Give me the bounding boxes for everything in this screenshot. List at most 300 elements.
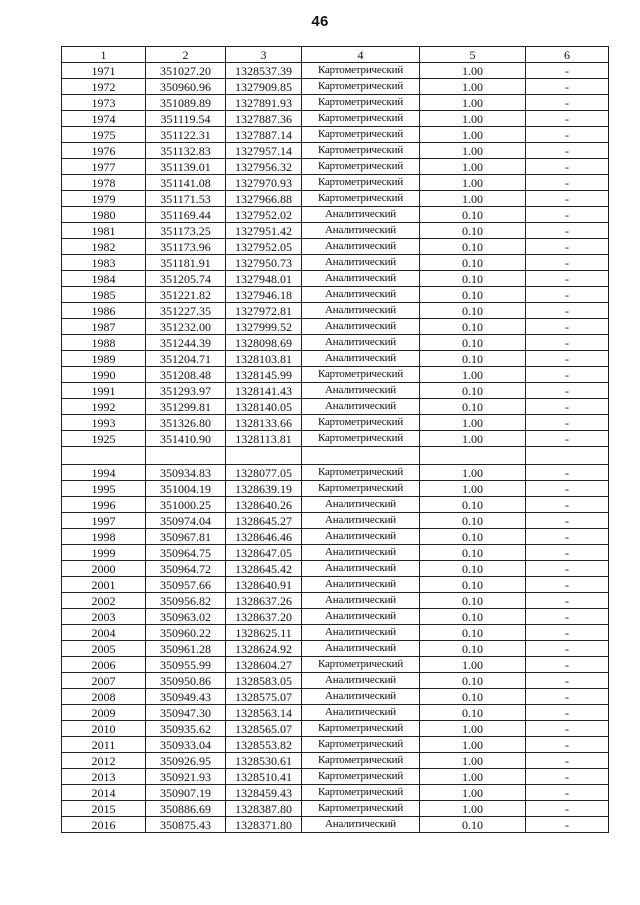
column-header: 2 bbox=[146, 47, 226, 63]
note-cell: - bbox=[526, 79, 609, 95]
note-cell: - bbox=[526, 753, 609, 769]
y-coordinate-cell: 1327952.05 bbox=[226, 239, 302, 255]
point-number-cell: 2005 bbox=[62, 641, 146, 657]
method-cell: Аналитический bbox=[302, 271, 420, 287]
accuracy-cell: 1.00 bbox=[420, 769, 526, 785]
point-number-cell: 1925 bbox=[62, 431, 146, 447]
point-number-cell: 1985 bbox=[62, 287, 146, 303]
y-coordinate-cell: 1327948.01 bbox=[226, 271, 302, 287]
note-cell: - bbox=[526, 481, 609, 497]
y-coordinate-cell: 1328510.41 bbox=[226, 769, 302, 785]
x-coordinate-cell: 350886.69 bbox=[146, 801, 226, 817]
x-coordinate-cell: 350921.93 bbox=[146, 769, 226, 785]
method-cell: Аналитический bbox=[302, 287, 420, 303]
point-number-cell: 1973 bbox=[62, 95, 146, 111]
table-row bbox=[62, 287, 609, 303]
point-number-cell: 2009 bbox=[62, 705, 146, 721]
point-number-cell: 1989 bbox=[62, 351, 146, 367]
method-cell: Аналитический bbox=[302, 673, 420, 689]
x-coordinate-cell: 351169.44 bbox=[146, 207, 226, 223]
method-cell: Картометрический bbox=[302, 63, 420, 79]
coordinates-table bbox=[61, 46, 609, 833]
note-cell: - bbox=[526, 529, 609, 545]
method-cell: Аналитический bbox=[302, 239, 420, 255]
method-cell: Картометрический bbox=[302, 175, 420, 191]
y-coordinate-cell: 1327887.14 bbox=[226, 127, 302, 143]
method-cell: Картометрический bbox=[302, 79, 420, 95]
y-coordinate-cell: 1328133.66 bbox=[226, 415, 302, 431]
method-cell: Картометрический bbox=[302, 801, 420, 817]
method-cell: Аналитический bbox=[302, 207, 420, 223]
x-coordinate-cell: 350926.95 bbox=[146, 753, 226, 769]
accuracy-cell: 1.00 bbox=[420, 95, 526, 111]
y-coordinate-cell: 1327946.18 bbox=[226, 287, 302, 303]
y-coordinate-cell: 1327950.73 bbox=[226, 255, 302, 271]
note-cell: - bbox=[526, 319, 609, 335]
note-cell: - bbox=[526, 593, 609, 609]
x-coordinate-cell: 350933.04 bbox=[146, 737, 226, 753]
accuracy-cell: 1.00 bbox=[420, 127, 526, 143]
note-cell: - bbox=[526, 223, 609, 239]
point-number-cell: 1990 bbox=[62, 367, 146, 383]
column-header: 1 bbox=[62, 47, 146, 63]
method-cell: Картометрический bbox=[302, 481, 420, 497]
x-coordinate-cell: 351132.83 bbox=[146, 143, 226, 159]
method-cell: Аналитический bbox=[302, 513, 420, 529]
y-coordinate-cell: 1328371.80 bbox=[226, 817, 302, 833]
x-coordinate-cell: 351000.25 bbox=[146, 497, 226, 513]
accuracy-cell: 1.00 bbox=[420, 431, 526, 447]
point-number-cell: 2016 bbox=[62, 817, 146, 833]
y-coordinate-cell: 1328537.39 bbox=[226, 63, 302, 79]
accuracy-cell: 0.10 bbox=[420, 207, 526, 223]
note-cell: - bbox=[526, 625, 609, 641]
method-cell: Картометрический bbox=[302, 785, 420, 801]
x-coordinate-cell: 350974.04 bbox=[146, 513, 226, 529]
table-row bbox=[62, 79, 609, 95]
y-coordinate-cell: 1328624.92 bbox=[226, 641, 302, 657]
note-cell: - bbox=[526, 207, 609, 223]
y-coordinate-cell: 1327952.02 bbox=[226, 207, 302, 223]
table-row bbox=[62, 561, 609, 577]
accuracy-cell: 0.10 bbox=[420, 239, 526, 255]
y-coordinate-cell: 1327972.81 bbox=[226, 303, 302, 319]
point-number-cell: 1997 bbox=[62, 513, 146, 529]
note-cell: - bbox=[526, 287, 609, 303]
table-body bbox=[62, 63, 609, 833]
table-row bbox=[62, 673, 609, 689]
y-coordinate-cell: 1328459.43 bbox=[226, 785, 302, 801]
point-number-cell: 1987 bbox=[62, 319, 146, 335]
column-header: 5 bbox=[420, 47, 526, 63]
table-row bbox=[62, 577, 609, 593]
note-cell: - bbox=[526, 577, 609, 593]
method-cell: Аналитический bbox=[302, 255, 420, 271]
note-cell: - bbox=[526, 335, 609, 351]
x-coordinate-cell: 351141.08 bbox=[146, 175, 226, 191]
y-coordinate-cell: 1328637.20 bbox=[226, 609, 302, 625]
table-row bbox=[62, 431, 609, 447]
note-cell: - bbox=[526, 641, 609, 657]
accuracy-cell: 0.10 bbox=[420, 351, 526, 367]
y-coordinate-cell: 1328141.43 bbox=[226, 383, 302, 399]
method-cell: Аналитический bbox=[302, 303, 420, 319]
x-coordinate-cell: 351204.71 bbox=[146, 351, 226, 367]
x-coordinate-cell: 351410.90 bbox=[146, 431, 226, 447]
note-cell: - bbox=[526, 239, 609, 255]
x-coordinate-cell: 351173.25 bbox=[146, 223, 226, 239]
method-cell: Картометрический bbox=[302, 737, 420, 753]
method-cell: Картометрический bbox=[302, 159, 420, 175]
table-row bbox=[62, 159, 609, 175]
note-cell: - bbox=[526, 609, 609, 625]
x-coordinate-cell: 350955.99 bbox=[146, 657, 226, 673]
method-cell: Картометрический bbox=[302, 191, 420, 207]
y-coordinate-cell: 1328640.91 bbox=[226, 577, 302, 593]
note-cell: - bbox=[526, 191, 609, 207]
table-row bbox=[62, 415, 609, 431]
page-number: 46 bbox=[311, 13, 329, 30]
accuracy-cell: 0.10 bbox=[420, 255, 526, 271]
note-cell bbox=[526, 447, 609, 465]
accuracy-cell: 0.10 bbox=[420, 545, 526, 561]
y-coordinate-cell: 1327966.88 bbox=[226, 191, 302, 207]
table-row bbox=[62, 255, 609, 271]
method-cell: Картометрический bbox=[302, 657, 420, 673]
y-coordinate-cell: 1328103.81 bbox=[226, 351, 302, 367]
y-coordinate-cell: 1328077.05 bbox=[226, 465, 302, 481]
accuracy-cell: 1.00 bbox=[420, 159, 526, 175]
table-row bbox=[62, 689, 609, 705]
x-coordinate-cell: 351181.91 bbox=[146, 255, 226, 271]
point-number-cell: 1979 bbox=[62, 191, 146, 207]
accuracy-cell: 0.10 bbox=[420, 529, 526, 545]
accuracy-cell: 1.00 bbox=[420, 465, 526, 481]
accuracy-cell: 0.10 bbox=[420, 271, 526, 287]
point-number-cell: 2000 bbox=[62, 561, 146, 577]
y-coordinate-cell: 1328553.82 bbox=[226, 737, 302, 753]
accuracy-cell: 1.00 bbox=[420, 721, 526, 737]
table-row bbox=[62, 753, 609, 769]
x-coordinate-cell: 350967.81 bbox=[146, 529, 226, 545]
table-header-row bbox=[62, 47, 609, 63]
table-row bbox=[62, 367, 609, 383]
accuracy-cell: 1.00 bbox=[420, 481, 526, 497]
note-cell: - bbox=[526, 95, 609, 111]
method-cell: Аналитический bbox=[302, 625, 420, 641]
note-cell: - bbox=[526, 399, 609, 415]
table-row bbox=[62, 721, 609, 737]
y-coordinate-cell: 1328387.80 bbox=[226, 801, 302, 817]
x-coordinate-cell: 351208.48 bbox=[146, 367, 226, 383]
y-coordinate-cell: 1328625.11 bbox=[226, 625, 302, 641]
point-number-cell: 1981 bbox=[62, 223, 146, 239]
x-coordinate-cell: 350957.66 bbox=[146, 577, 226, 593]
x-coordinate-cell: 350950.86 bbox=[146, 673, 226, 689]
note-cell: - bbox=[526, 657, 609, 673]
table-row bbox=[62, 207, 609, 223]
accuracy-cell: 0.10 bbox=[420, 287, 526, 303]
accuracy-cell: 0.10 bbox=[420, 383, 526, 399]
note-cell: - bbox=[526, 513, 609, 529]
column-header: 6 bbox=[526, 47, 609, 63]
x-coordinate-cell: 350964.72 bbox=[146, 561, 226, 577]
accuracy-cell: 0.10 bbox=[420, 223, 526, 239]
accuracy-cell: 0.10 bbox=[420, 673, 526, 689]
accuracy-cell: 0.10 bbox=[420, 303, 526, 319]
note-cell: - bbox=[526, 367, 609, 383]
method-cell: Картометрический bbox=[302, 753, 420, 769]
table-row bbox=[62, 223, 609, 239]
accuracy-cell: 1.00 bbox=[420, 657, 526, 673]
x-coordinate-cell: 350935.62 bbox=[146, 721, 226, 737]
accuracy-cell: 1.00 bbox=[420, 801, 526, 817]
method-cell: Аналитический bbox=[302, 351, 420, 367]
point-number-cell: 1972 bbox=[62, 79, 146, 95]
note-cell: - bbox=[526, 63, 609, 79]
table-row bbox=[62, 817, 609, 833]
table-row bbox=[62, 447, 609, 465]
note-cell: - bbox=[526, 383, 609, 399]
table-row bbox=[62, 769, 609, 785]
point-number-cell: 1999 bbox=[62, 545, 146, 561]
table-row bbox=[62, 399, 609, 415]
x-coordinate-cell: 350963.02 bbox=[146, 609, 226, 625]
note-cell: - bbox=[526, 673, 609, 689]
accuracy-cell: 1.00 bbox=[420, 753, 526, 769]
method-cell: Аналитический bbox=[302, 497, 420, 513]
table-row bbox=[62, 545, 609, 561]
y-coordinate-cell: 1327970.93 bbox=[226, 175, 302, 191]
y-coordinate-cell: 1327957.14 bbox=[226, 143, 302, 159]
table-row bbox=[62, 609, 609, 625]
accuracy-cell: 0.10 bbox=[420, 593, 526, 609]
x-coordinate-cell: 351221.82 bbox=[146, 287, 226, 303]
accuracy-cell: 0.10 bbox=[420, 705, 526, 721]
x-coordinate-cell: 351244.39 bbox=[146, 335, 226, 351]
table-row bbox=[62, 335, 609, 351]
y-coordinate-cell bbox=[226, 447, 302, 465]
accuracy-cell: 0.10 bbox=[420, 335, 526, 351]
x-coordinate-cell: 350956.82 bbox=[146, 593, 226, 609]
note-cell: - bbox=[526, 817, 609, 833]
accuracy-cell bbox=[420, 447, 526, 465]
x-coordinate-cell: 350907.19 bbox=[146, 785, 226, 801]
table-row bbox=[62, 143, 609, 159]
column-header: 4 bbox=[302, 47, 420, 63]
method-cell: Картометрический bbox=[302, 769, 420, 785]
table-row bbox=[62, 497, 609, 513]
method-cell: Аналитический bbox=[302, 545, 420, 561]
x-coordinate-cell: 350960.96 bbox=[146, 79, 226, 95]
x-coordinate-cell: 351326.80 bbox=[146, 415, 226, 431]
accuracy-cell: 0.10 bbox=[420, 689, 526, 705]
note-cell: - bbox=[526, 143, 609, 159]
accuracy-cell: 0.10 bbox=[420, 319, 526, 335]
note-cell: - bbox=[526, 111, 609, 127]
accuracy-cell: 1.00 bbox=[420, 415, 526, 431]
note-cell: - bbox=[526, 351, 609, 367]
y-coordinate-cell: 1328640.26 bbox=[226, 497, 302, 513]
y-coordinate-cell: 1328647.05 bbox=[226, 545, 302, 561]
point-number-cell: 1980 bbox=[62, 207, 146, 223]
table-row bbox=[62, 737, 609, 753]
method-cell: Аналитический bbox=[302, 529, 420, 545]
accuracy-cell: 0.10 bbox=[420, 609, 526, 625]
note-cell: - bbox=[526, 303, 609, 319]
note-cell: - bbox=[526, 785, 609, 801]
method-cell: Картометрический bbox=[302, 465, 420, 481]
accuracy-cell: 1.00 bbox=[420, 111, 526, 127]
table-row bbox=[62, 465, 609, 481]
x-coordinate-cell: 351027.20 bbox=[146, 63, 226, 79]
note-cell: - bbox=[526, 689, 609, 705]
point-number-cell: 2015 bbox=[62, 801, 146, 817]
note-cell: - bbox=[526, 497, 609, 513]
method-cell: Картометрический bbox=[302, 367, 420, 383]
point-number-cell: 1995 bbox=[62, 481, 146, 497]
point-number-cell: 1993 bbox=[62, 415, 146, 431]
table-row bbox=[62, 529, 609, 545]
table-row bbox=[62, 383, 609, 399]
x-coordinate-cell: 350961.28 bbox=[146, 641, 226, 657]
accuracy-cell: 0.10 bbox=[420, 513, 526, 529]
point-number-cell: 2010 bbox=[62, 721, 146, 737]
y-coordinate-cell: 1327891.93 bbox=[226, 95, 302, 111]
point-number-cell: 2007 bbox=[62, 673, 146, 689]
y-coordinate-cell: 1328098.69 bbox=[226, 335, 302, 351]
table-row bbox=[62, 303, 609, 319]
x-coordinate-cell: 351293.97 bbox=[146, 383, 226, 399]
point-number-cell: 1983 bbox=[62, 255, 146, 271]
method-cell: Картометрический bbox=[302, 415, 420, 431]
method-cell: Картометрический bbox=[302, 95, 420, 111]
point-number-cell: 1974 bbox=[62, 111, 146, 127]
point-number-cell: 2014 bbox=[62, 785, 146, 801]
method-cell: Картометрический bbox=[302, 127, 420, 143]
point-number-cell: 1971 bbox=[62, 63, 146, 79]
y-coordinate-cell: 1328530.61 bbox=[226, 753, 302, 769]
table-row bbox=[62, 801, 609, 817]
x-coordinate-cell: 350934.83 bbox=[146, 465, 226, 481]
table-row bbox=[62, 63, 609, 79]
x-coordinate-cell: 351089.89 bbox=[146, 95, 226, 111]
accuracy-cell: 0.10 bbox=[420, 561, 526, 577]
y-coordinate-cell: 1328645.27 bbox=[226, 513, 302, 529]
table-row bbox=[62, 641, 609, 657]
note-cell: - bbox=[526, 769, 609, 785]
note-cell: - bbox=[526, 561, 609, 577]
method-cell: Картометрический bbox=[302, 143, 420, 159]
note-cell: - bbox=[526, 175, 609, 191]
accuracy-cell: 1.00 bbox=[420, 191, 526, 207]
table-row bbox=[62, 481, 609, 497]
y-coordinate-cell: 1328565.07 bbox=[226, 721, 302, 737]
x-coordinate-cell: 351205.74 bbox=[146, 271, 226, 287]
point-number-cell: 1991 bbox=[62, 383, 146, 399]
table-row bbox=[62, 271, 609, 287]
table-row bbox=[62, 513, 609, 529]
note-cell: - bbox=[526, 415, 609, 431]
y-coordinate-cell: 1328140.05 bbox=[226, 399, 302, 415]
point-number-cell: 2008 bbox=[62, 689, 146, 705]
point-number-cell: 1976 bbox=[62, 143, 146, 159]
y-coordinate-cell: 1328604.27 bbox=[226, 657, 302, 673]
accuracy-cell: 1.00 bbox=[420, 79, 526, 95]
note-cell: - bbox=[526, 721, 609, 737]
table-row bbox=[62, 175, 609, 191]
point-number-cell: 1975 bbox=[62, 127, 146, 143]
point-number-cell: 2011 bbox=[62, 737, 146, 753]
y-coordinate-cell: 1327909.85 bbox=[226, 79, 302, 95]
table-row bbox=[62, 319, 609, 335]
x-coordinate-cell: 351227.35 bbox=[146, 303, 226, 319]
point-number-cell: 1984 bbox=[62, 271, 146, 287]
note-cell: - bbox=[526, 801, 609, 817]
y-coordinate-cell: 1327951.42 bbox=[226, 223, 302, 239]
y-coordinate-cell: 1328639.19 bbox=[226, 481, 302, 497]
point-number-cell: 1988 bbox=[62, 335, 146, 351]
y-coordinate-cell: 1328583.05 bbox=[226, 673, 302, 689]
method-cell bbox=[302, 447, 420, 465]
x-coordinate-cell: 351139.01 bbox=[146, 159, 226, 175]
method-cell: Аналитический bbox=[302, 335, 420, 351]
y-coordinate-cell: 1328637.26 bbox=[226, 593, 302, 609]
table-row bbox=[62, 705, 609, 721]
note-cell: - bbox=[526, 465, 609, 481]
accuracy-cell: 1.00 bbox=[420, 737, 526, 753]
point-number-cell: 2006 bbox=[62, 657, 146, 673]
accuracy-cell: 0.10 bbox=[420, 577, 526, 593]
method-cell: Аналитический bbox=[302, 593, 420, 609]
y-coordinate-cell: 1328113.81 bbox=[226, 431, 302, 447]
accuracy-cell: 1.00 bbox=[420, 367, 526, 383]
x-coordinate-cell: 351232.00 bbox=[146, 319, 226, 335]
method-cell: Картометрический bbox=[302, 431, 420, 447]
method-cell: Аналитический bbox=[302, 223, 420, 239]
point-number-cell: 1996 bbox=[62, 497, 146, 513]
note-cell: - bbox=[526, 737, 609, 753]
method-cell: Аналитический bbox=[302, 609, 420, 625]
accuracy-cell: 0.10 bbox=[420, 817, 526, 833]
table-row bbox=[62, 657, 609, 673]
table-row bbox=[62, 111, 609, 127]
table-row bbox=[62, 239, 609, 255]
method-cell: Картометрический bbox=[302, 111, 420, 127]
point-number-cell: 2003 bbox=[62, 609, 146, 625]
accuracy-cell: 1.00 bbox=[420, 785, 526, 801]
method-cell: Аналитический bbox=[302, 383, 420, 399]
point-number-cell: 1978 bbox=[62, 175, 146, 191]
point-number-cell: 2013 bbox=[62, 769, 146, 785]
y-coordinate-cell: 1327887.36 bbox=[226, 111, 302, 127]
point-number-cell: 2004 bbox=[62, 625, 146, 641]
y-coordinate-cell: 1328575.07 bbox=[226, 689, 302, 705]
accuracy-cell: 0.10 bbox=[420, 625, 526, 641]
y-coordinate-cell: 1327956.32 bbox=[226, 159, 302, 175]
x-coordinate-cell: 350875.43 bbox=[146, 817, 226, 833]
x-coordinate-cell: 351171.53 bbox=[146, 191, 226, 207]
point-number-cell: 1977 bbox=[62, 159, 146, 175]
x-coordinate-cell: 351299.81 bbox=[146, 399, 226, 415]
table-row bbox=[62, 785, 609, 801]
method-cell: Картометрический bbox=[302, 721, 420, 737]
y-coordinate-cell: 1328645.42 bbox=[226, 561, 302, 577]
point-number-cell: 1986 bbox=[62, 303, 146, 319]
method-cell: Аналитический bbox=[302, 641, 420, 657]
point-number-cell: 2002 bbox=[62, 593, 146, 609]
y-coordinate-cell: 1328145.99 bbox=[226, 367, 302, 383]
